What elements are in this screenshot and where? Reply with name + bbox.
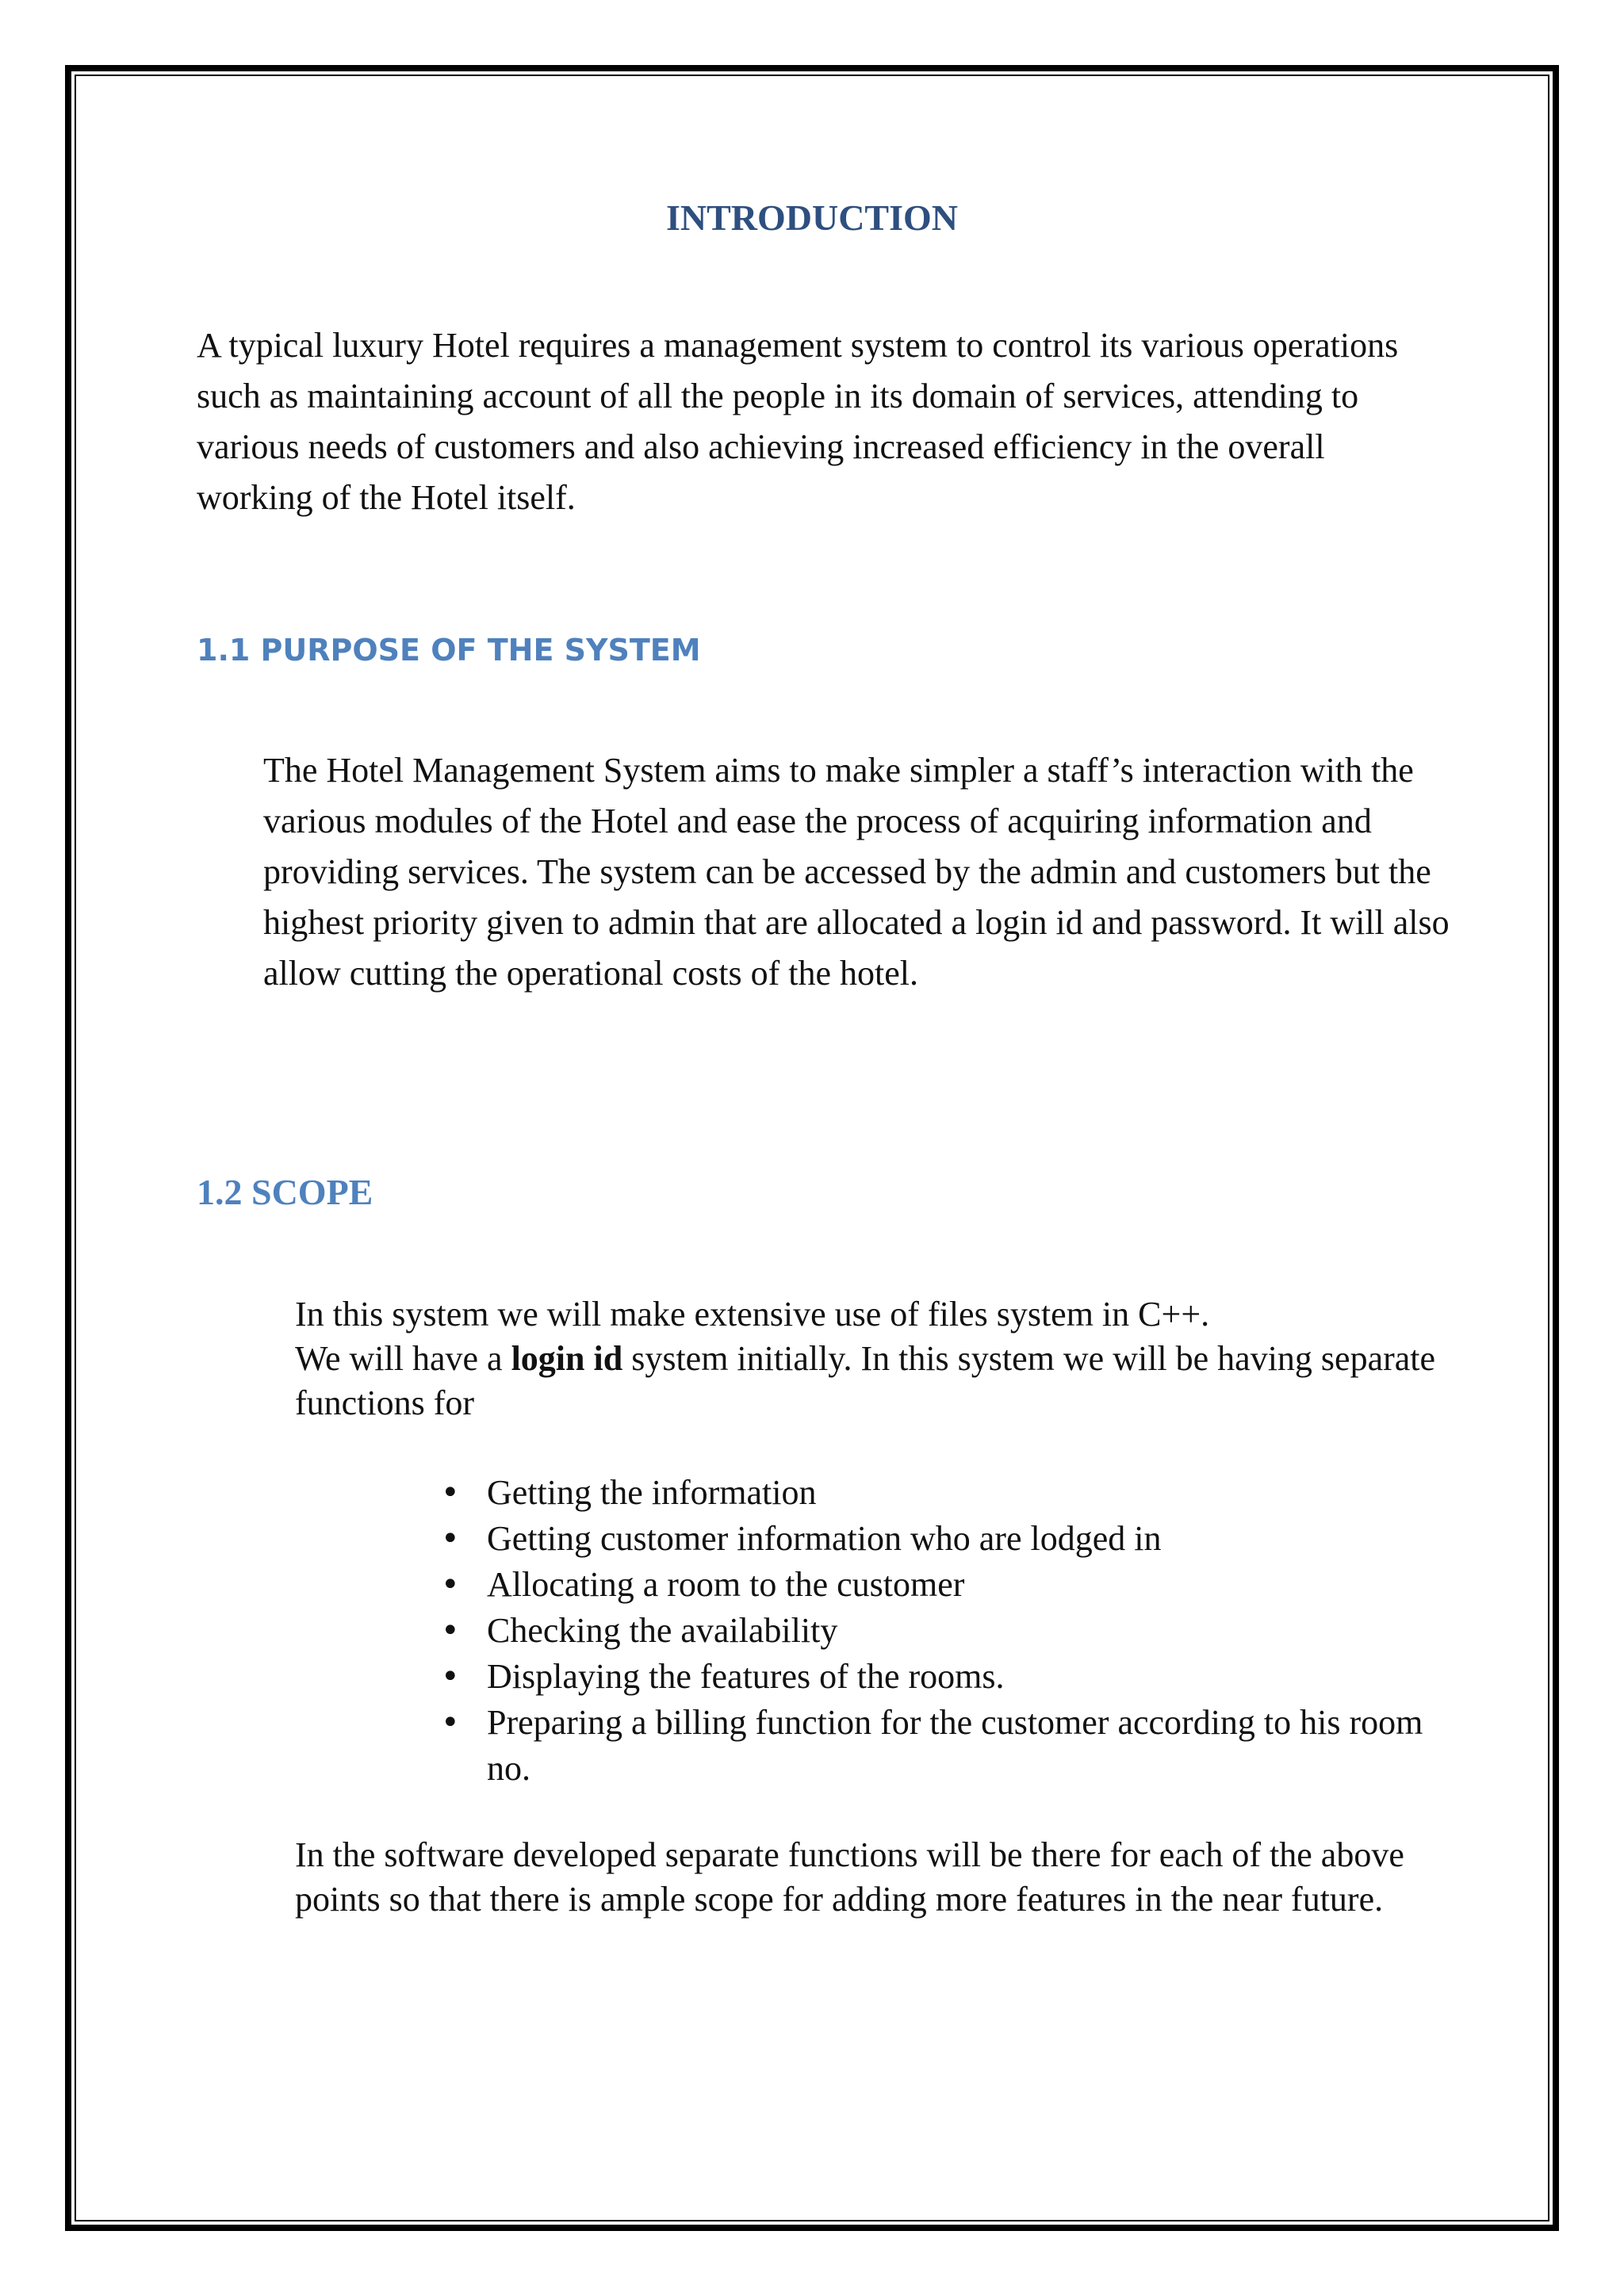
list-item-text: Allocating a room to the customer (487, 1565, 965, 1604)
bullet-icon: • (441, 1475, 460, 1511)
bullet-icon: • (441, 1705, 460, 1741)
list-item-text: Displaying the features of the rooms. (487, 1657, 1005, 1696)
list-item (438, 1654, 1469, 1700)
login-id-emphasis: login id (511, 1339, 623, 1378)
closing-paragraph: In the software developed separate functions will be there for each of the above points so that there is ample scope for adding more features in the near future. (295, 1835, 1404, 1919)
scope-line-1: In this system we will make extensive use of files system in C++. (295, 1295, 1210, 1334)
scope-heading: 1.2 SCOPE (197, 1172, 373, 1212)
list-item-text: Preparing a billing function for the customer according to his room no. (487, 1703, 1423, 1788)
page-title: INTRODUCTION (665, 197, 959, 238)
scope-line-2 (295, 1337, 1469, 1425)
scope-intro (295, 1292, 1469, 1425)
list-item (438, 1516, 1469, 1562)
list-item (438, 1470, 1469, 1516)
bullet-icon: • (441, 1613, 460, 1649)
purpose-paragraph: The Hotel Management System aims to make simpler a staff’s interaction with the various modules of the Hotel and ease the process of acquiring information and providing services. The system can be accessed by the admin and customers but the highest priority given to admin that are allocated a login id and password. It will also allow cutting the operational costs of the hotel. (263, 751, 1450, 993)
list-item-text: Getting the information (487, 1473, 817, 1512)
list-item (438, 1700, 1469, 1792)
list-item-text: Getting customer information who are lodged in (487, 1519, 1162, 1558)
list-item-text: Checking the availability (487, 1611, 838, 1650)
list-item (438, 1608, 1469, 1654)
purpose-heading: 1.1 PURPOSE OF THE SYSTEM (197, 633, 701, 668)
intro-paragraph: A typical luxury Hotel requires a management system to control its various operations such as maintaining account of all the people in its domain of services, attending to various needs of customers and also achieving increased efficiency in the overall working of the Hotel itself. (197, 326, 1399, 517)
bullet-icon: • (441, 1521, 460, 1557)
function-list (438, 1470, 1469, 1792)
scope-line-2-end: system initially. In this system we will be having separate functions for (295, 1339, 1436, 1422)
bullet-icon: • (441, 1659, 460, 1695)
scope-line-2-start: We will have a (295, 1339, 511, 1378)
bullet-icon: • (441, 1567, 460, 1603)
list-item (438, 1562, 1469, 1608)
